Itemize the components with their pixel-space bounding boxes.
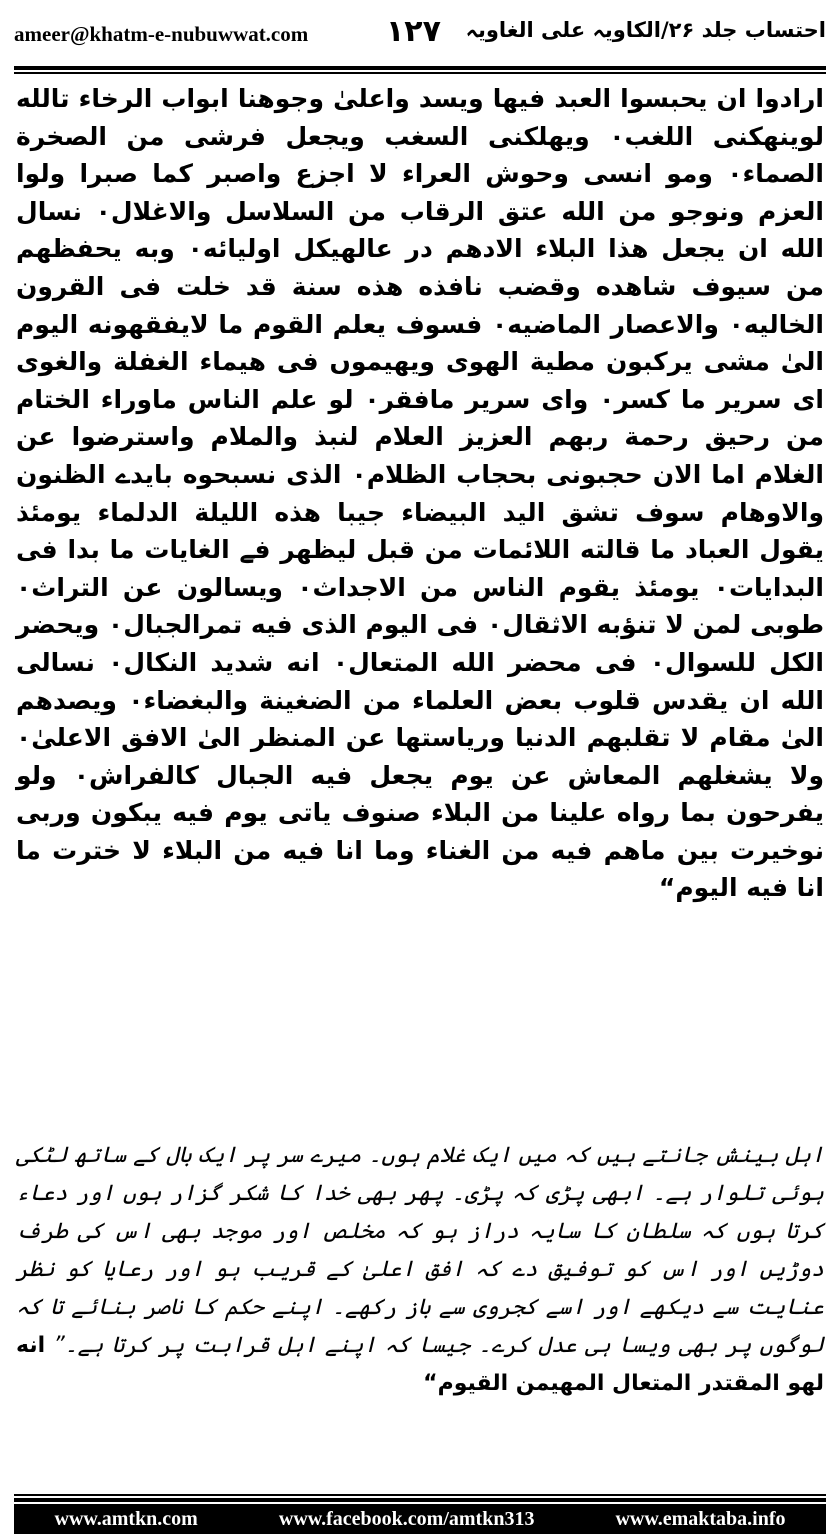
footer-rule-thick: [14, 1498, 826, 1502]
header-rule-thin: [14, 72, 826, 74]
footer-bar: [14, 1504, 826, 1534]
footer-link-facebook[interactable]: www.facebook.com/amtkn313: [278, 1507, 535, 1530]
closing-arabic-quote: انه لهو المقتدر المتعال المهیمن القیوم“: [16, 1333, 824, 1396]
page-header: [14, 14, 826, 64]
footer-link-amtkn[interactable]: www.amtkn.com: [54, 1507, 198, 1530]
book-title: احتساب جلد ۲۶/الکاویہ علی الغاویہ: [465, 18, 826, 42]
arabic-passage: ارادوا ان یحبسوا العبد فیها ویسد واعلیٰ وجوهنا ابواب الرخاء تالله لوینهکنی اللغب۰ ویهلکنی السغب ویجعل فرشی من الصخرة الصماء۰ ومو انسی وحوش العراء لا اجزع واصبر کما صبرا ولوا العزم ونوجو من الله عتق الرقاب من السلاسل والاغلال۰ نسال الله ان یجعل هذا البلاء الادهم در عالهیکل اولیائه۰ وبه یحفظهم من سیوف شاهده وقضب نافذه هذه سنة قد خلت فی القرون الخالیه۰ والاعصار الماضیه۰ فسوف یعلم القوم ما لایفقهونه الیوم الیٰ مشی یرکبون مطیة الهوی ویهیموں فی هیماء الغفلة والغوی ای سریر ما کسر۰ وای سریر مافقر۰ لو علم الناس ماوراء الختام من رحیق رحمة ربهم العزیز العلام لنبذ والملام واسترضوا عن الغلام اما الان حجبونی بحجاب الظلام۰ الذی نسبحوه بایدے الظنون والاوهام سوف تشق الید البیضاء جیبا هذه اللیلة الدلماء یومئذ یقول العباد ما قالته اللائمات من قبل لیظهر فے الغایات ما بدا فی البدایات۰ یومئذ یقوم الناس من الاجداث۰ ویسالون عن التراث۰ طوبی لمن لا تنؤبه الاثقال۰ فی الیوم الذی فیه تمرالجبال۰ ویحضر الکل للسوال۰ فی محضر الله المتعال۰ انه شدید النکال۰ نسالی الله ان یقدس قلوب بعض العلماء من الضغینة والبغضاء۰ ویصدهم الیٰ مقام لا تقلبهم الدنیا وریاستها عن المنظر الیٰ الافق الاعلیٰ۰ ولا یشغلهم المعاش عن یوم یجعل فیه الجبال کالفراش۰ ولو یفرحون بما رواه علینا من البلاء صنوف یاتی یوم فیه یبکون وربی نوخیرت بین ماهم فیه من الغناء وما انا فیه من البلاء لا خترت ما انا فیه الیوم“: [16, 84, 825, 903]
urdu-passage: [16, 1137, 824, 1403]
header-rule-thick: [14, 66, 826, 70]
footer-rule-thin: [14, 1494, 826, 1496]
header-email: ameer@khatm-e-nubuwwat.com: [14, 22, 309, 46]
page-number: ۱۲۷: [386, 14, 441, 49]
urdu-translation: اہل بینش جانتے ہیں کہ میں ایک غلام ہوں۔ میرے سر پر ایک بال کے ساتھ لٹکی ہوئی تلوار ہے۔ ابھی پڑی کہ پڑی۔ پھر بھی خدا کا شکر گزار ہوں اور دعاء کرتا ہوں کہ سلطان کا سایہ دراز ہو کہ مخلص اور موجد بھی اس کی طرف دوڑیں اور اس کو توفیق دے کہ افق اعلیٰ کے قریب ہو اور رعایا کو نظر عنایت سے دیکھے اور اسے کجروی سے باز رکھے۔ اپنے حکم کا ناصر بنائے تا کہ لوگوں پر بھی ویسا ہی عدل کرے۔ جیسا کہ اپنے اہل قرابت پر کرتا ہے۔”: [16, 1143, 824, 1358]
footer-link-emaktaba[interactable]: www.emaktaba.info: [615, 1507, 786, 1530]
